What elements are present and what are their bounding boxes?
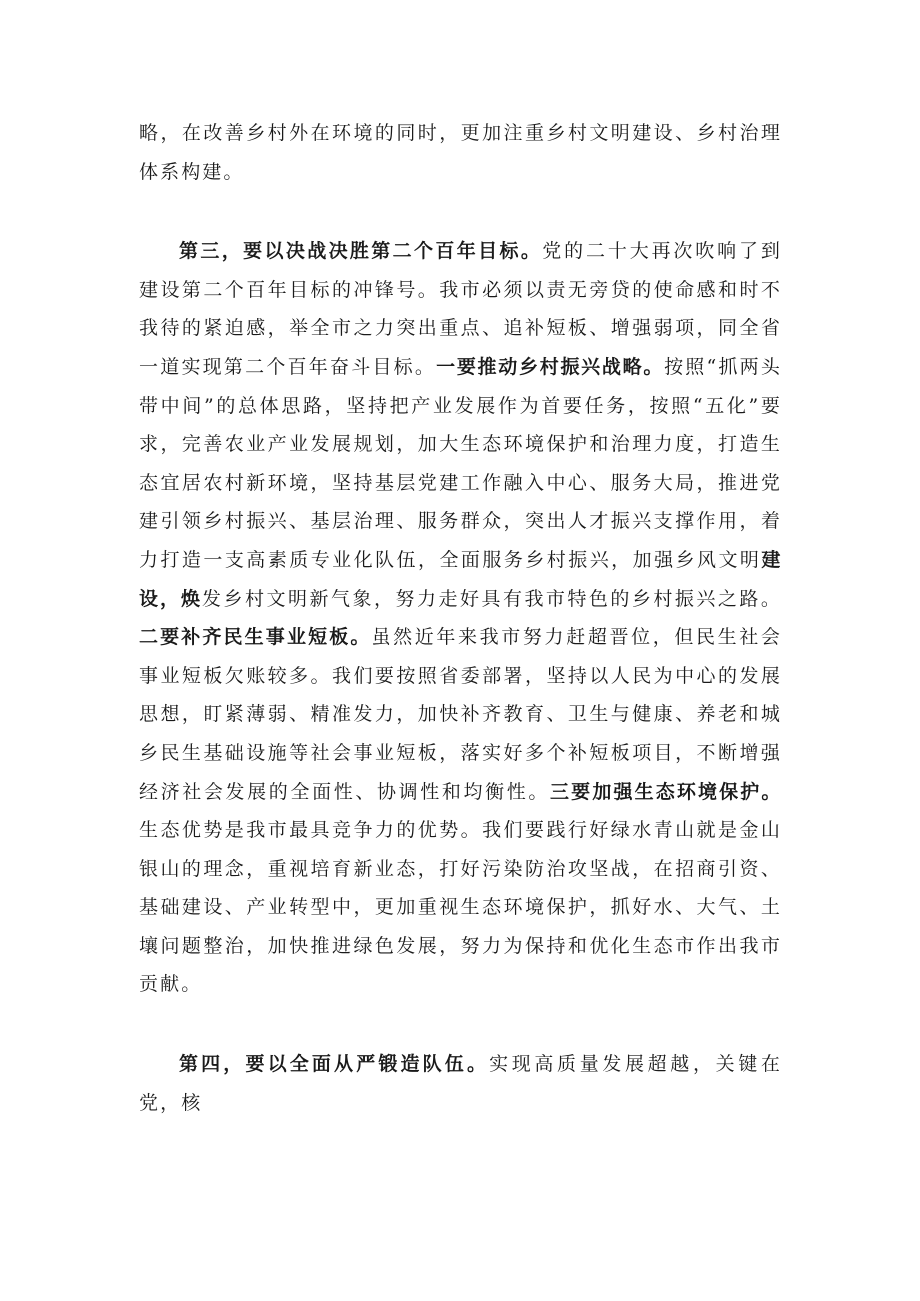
paragraph-text: 按照“抓两头带中间”的总体思路，坚持把产业发展作为首要任务，按照“五化”要求，完善农业产业发展规划，加大生态环境保护和治理力度，打造生态宜居农村新环境，坚持基层党建工作融入中心、服务大局，推进党建引领乡村振兴、基层治理、服务群众，突出人才振兴支撑作用，着力打造一支高素质专业化队伍，全面服务乡村振兴，加强乡风文明 [139, 355, 782, 571]
paragraph-gap [139, 191, 782, 232]
section-heading-third: 第三，要以决战决胜第二个百年目标。 [179, 240, 543, 263]
paragraph-text: 虽然近年来我市努力赶超晋位，但民生社会事业短板欠账较多。我们要按照省委部署，坚持以人民为中心的发展思想，盯紧薄弱、精准发力，加快补齐教育、卫生与健康、养老和城乡民生基础设施等社会事业短板，落实好多个补短板项目，不断增强经济社会发展的全面性、协调性和均衡性。 [139, 626, 782, 803]
paragraph-third-point [139, 232, 782, 1004]
paragraph-gap [139, 1004, 782, 1045]
subheading-livelihood: 二要补齐民生事业短板。 [139, 626, 372, 649]
paragraph-text: 实现高质量发展超越，关键在党，核 [139, 1053, 782, 1114]
section-heading-fourth: 第四，要以全面从严锻造队伍。 [179, 1053, 490, 1076]
paragraph-text: 生态优势是我市最具竞争力的优势。我们要践行好绿水青山就是金山银山的理念，重视培育新业态，打好污染防治攻坚战，在招商引资、基础建设、产业转型中，更加重视生态环境保护，抓好水、大气、土壤问题整治，加快推进绿色发展，努力为保持和优化生态市作出我市贡献。 [139, 819, 782, 996]
subheading-rural-revitalization: 一要推动乡村振兴战略。 [436, 355, 665, 378]
bold-inline-text: 建设，焕 [139, 548, 782, 610]
paragraph-text: 略，在改善乡村外在环境的同时，更加注重乡村文明建设、乡村治理体系构建。 [139, 122, 782, 183]
paragraph-text: 发乡村文明新气象，努力走好具有我市特色的乡村振兴之路。 [202, 587, 782, 610]
subheading-ecology: 三要加强生态环境保护。 [550, 780, 782, 803]
paragraph-fourth-point [139, 1045, 782, 1122]
paragraph-continuation [139, 114, 782, 191]
paragraph-text: 党的二十大再次吹响了到建设第二个百年目标的冲锋号。我市必须以责无旁贷的使命感和时不我待的紧迫感，举全市之力突出重点、追补短板、增强弱项，同全省一道实现第二个百年奋斗目标。 [139, 240, 782, 378]
